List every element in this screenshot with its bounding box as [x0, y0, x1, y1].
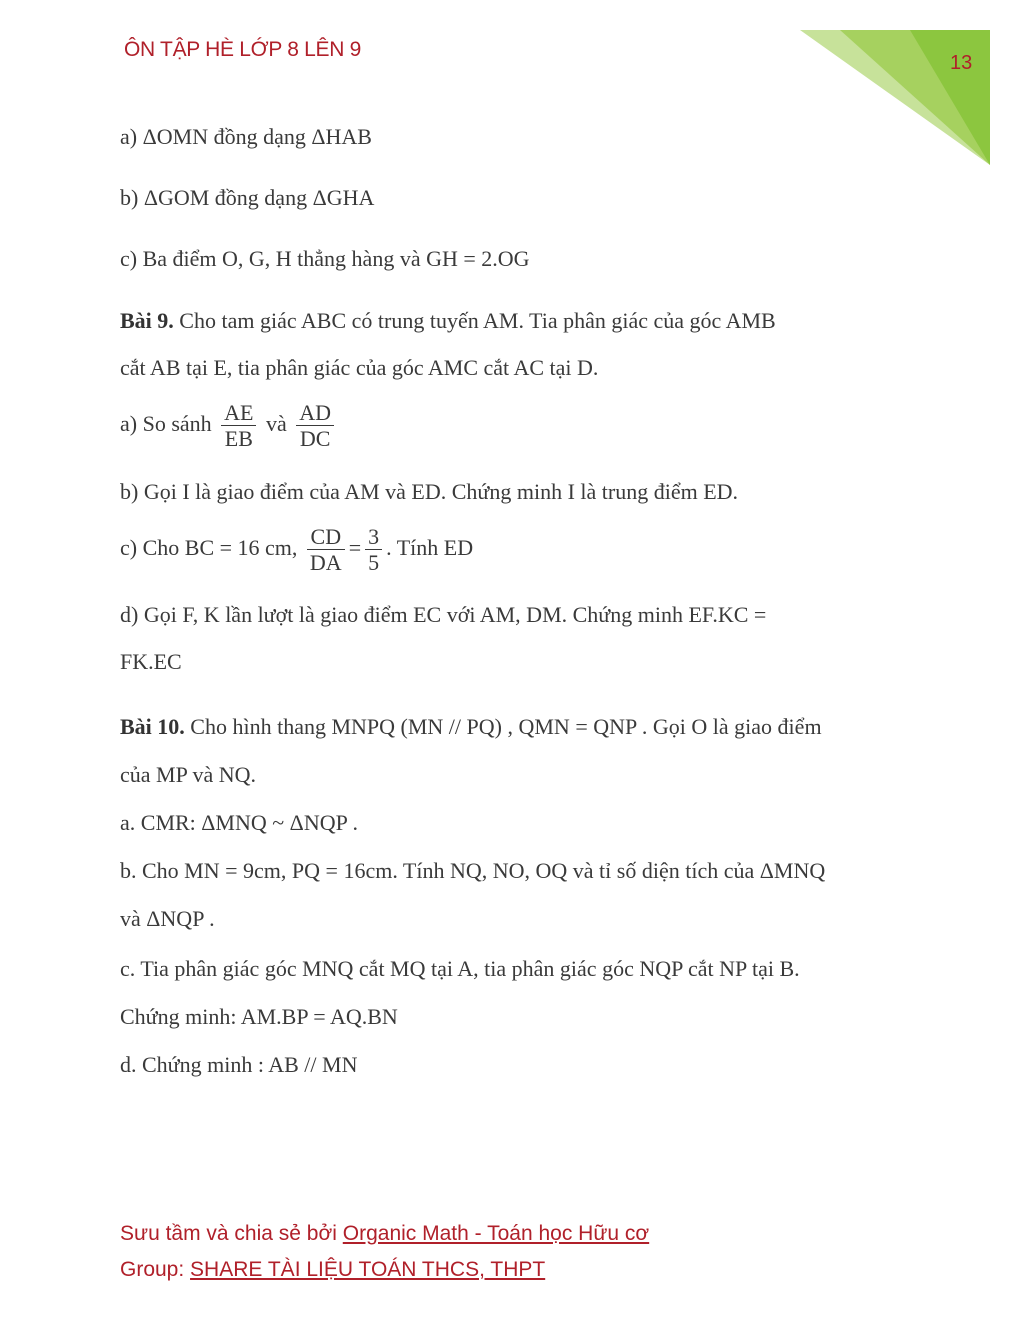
bai10-part-a: a. CMR: ΔMNQ ~ ΔNQP .: [120, 810, 359, 835]
footer-credit-text: Sưu tầm và chia sẻ bởi: [120, 1222, 343, 1245]
frac-denominator: 5: [368, 550, 380, 576]
bai9-label: Bài 9.: [120, 308, 174, 333]
bai9-heading: [120, 308, 776, 334]
footer-group: [120, 1258, 545, 1282]
frac-numerator: AD: [296, 400, 334, 426]
bai10-part-c-1: c. Tia phân giác góc MNQ cắt MQ tại A, tia phân giác góc NQP cắt NP tại B.: [120, 956, 800, 981]
bai10-text-2: của MP và NQ.: [120, 762, 257, 787]
prev-item-b: b) ΔGOM đồng dạng ΔGHA: [120, 185, 375, 210]
bai9-c-prefix: c) Cho BC = 16 cm,: [120, 534, 298, 560]
page-number: 13: [950, 52, 973, 74]
frac-denominator: EB: [224, 426, 253, 452]
prev-item-c: c) Ba điểm O, G, H thẳng hàng và GH = 2.OG: [120, 246, 530, 271]
fraction-3-5: [365, 524, 382, 576]
bai10-part-d: d. Chứng minh : AB // MN: [120, 1052, 358, 1077]
prev-item-a: a) ΔOMN đồng dạng ΔHAB: [120, 124, 372, 149]
fraction-cd-da: [307, 524, 345, 576]
bai10-part-b-1: b. Cho MN = 9cm, PQ = 16cm. Tính NQ, NO, OQ và tỉ số diện tích của ΔMNQ: [120, 858, 826, 883]
bai9-a-prefix: a) So sánh: [120, 410, 212, 436]
frac-denominator: DA: [309, 550, 342, 576]
bai10-text-1: Cho hình thang MNPQ (MN // PQ) , QMN = QNP . Gọi O là giao điểm: [184, 714, 822, 739]
page-header-title: ÔN TẬP HÈ LỚP 8 LÊN 9: [124, 38, 361, 61]
bai10-part-b-2: và ΔNQP .: [120, 906, 215, 931]
corner-decoration: [800, 30, 990, 165]
organic-math-link[interactable]: Organic Math - Toán học Hữu cơ: [342, 1222, 650, 1245]
frac-denominator: DC: [299, 426, 331, 452]
bai9-a-mid: và: [265, 410, 287, 436]
bai9-c-suffix: . Tính ED: [386, 534, 474, 560]
bai10-label: Bài 10.: [120, 714, 185, 739]
bai9-text-2: cắt AB tại E, tia phân giác của góc AMC cắt AC tại D.: [120, 355, 599, 380]
footer-group-text: Group:: [120, 1258, 191, 1281]
fraction-ad-dc: [296, 400, 334, 452]
bai9-text-1: Cho tam giác ABC có trung tuyến AM. Tia phân giác của góc AMB: [173, 308, 776, 333]
bai9-part-b: b) Gọi I là giao điểm của AM và ED. Chứng minh I là trung điểm ED.: [120, 479, 739, 504]
frac-numerator: AE: [221, 400, 256, 426]
frac-numerator: 3: [365, 524, 382, 550]
bai9-part-d-1: d) Gọi F, K lần lượt là giao điểm EC với AM, DM. Chứng minh EF.KC =: [120, 602, 767, 627]
bai9-part-d-2: FK.EC: [120, 649, 182, 674]
bai9-c-eq: =: [348, 534, 362, 560]
bai10-heading: [120, 714, 822, 740]
frac-numerator: CD: [307, 524, 345, 550]
bai10-part-c-2: Chứng minh: AM.BP = AQ.BN: [120, 1004, 398, 1029]
share-group-link[interactable]: SHARE TÀI LIỆU TOÁN THCS, THPT: [190, 1258, 546, 1281]
fraction-ae-eb: [221, 400, 256, 452]
footer-credit: [120, 1222, 649, 1246]
bai9-part-c: [120, 524, 473, 576]
bai9-part-a: [120, 400, 338, 452]
